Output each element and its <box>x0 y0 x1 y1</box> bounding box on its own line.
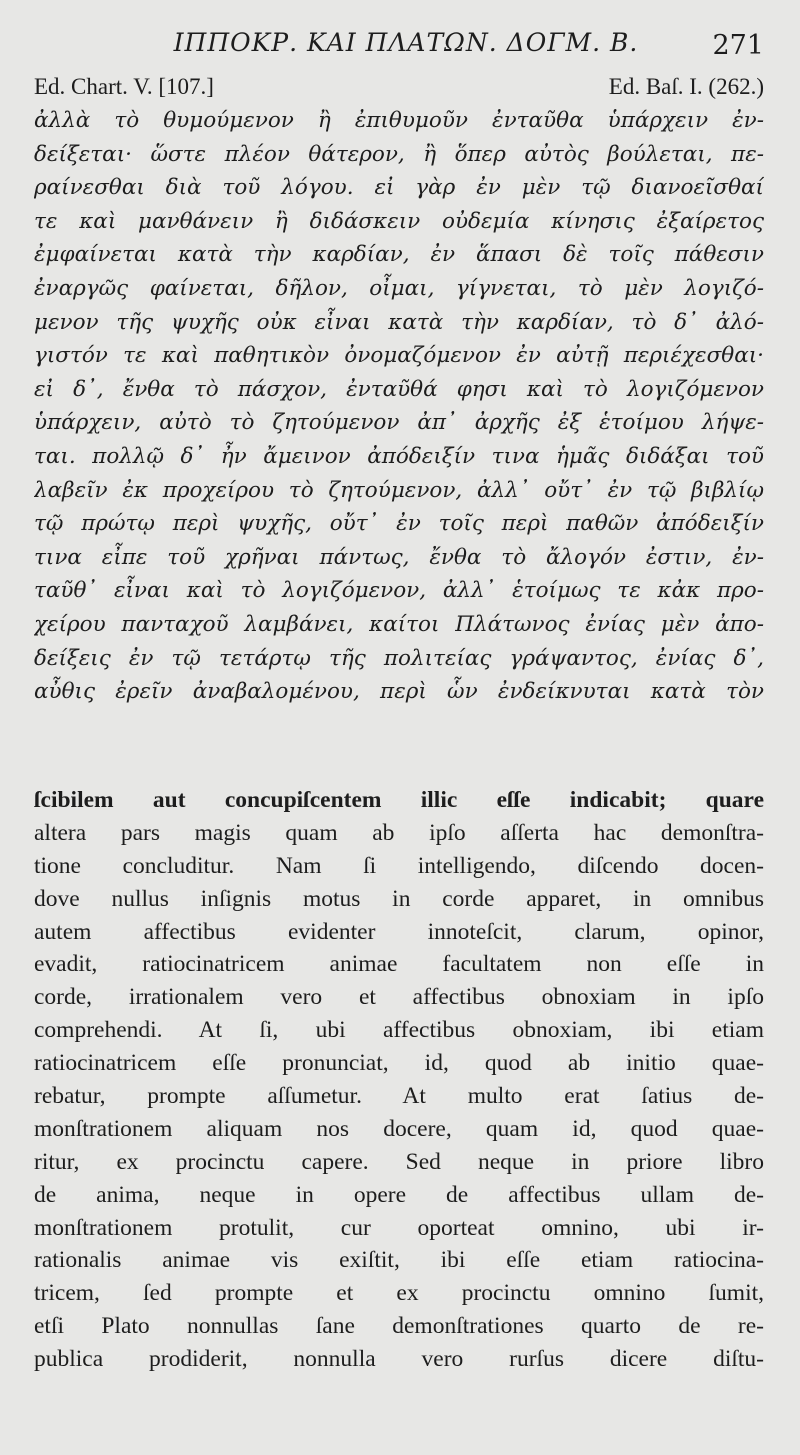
latin-text-line: tricem, ſed prompte et ex procinctu omnino ſumit, <box>34 1280 764 1307</box>
latin-text-line: etſi Plato nonnullas ſane demonſtrationes quarto de re- <box>34 1313 764 1340</box>
greek-text-line: δείξεις ἐν τῷ τετάρτῳ τῆς πολιτείας γράψαντος, ἐνίας δ᾽, <box>34 645 764 671</box>
greek-text-line: τινα εἶπε τοῦ χρῆναι πάντως, ἔνθα τὸ ἄλογόν ἐστιν, ἐν- <box>34 544 764 570</box>
latin-text-line: publica prodiderit, nonnulla vero rurſus dicere diſtu- <box>34 1346 764 1373</box>
greek-text-line: αὖθις ἐρεῖν ἀναβαλομένου, περὶ ὧν ἐνδείκνυται κατὰ τὸν <box>34 679 764 705</box>
greek-text-line: ταῦθ᾽ εἶναι καὶ τὸ λογιζόμενον, ἀλλ᾽ ἑτοίμως τε κἀκ προ- <box>34 578 764 604</box>
greek-text-line: ἐμφαίνεται κατὰ τὴν καρδίαν, ἐν ἅπασι δὲ τοῖς πάθεσιν <box>34 242 764 268</box>
latin-text-line: ratiocinatricem eſſe pronunciat, id, quod ab initio quae- <box>34 1050 764 1077</box>
greek-text-line: ραίνεσθαι διὰ τοῦ λόγου. εἰ γὰρ ἐν μὲν τῷ διανοεῖσθαί <box>34 175 764 201</box>
greek-text-line: γιστόν τε καὶ παθητικὸν ὀνομαζόμενον ἐν αὐτῇ περιέχεσθαι· <box>34 343 764 369</box>
greek-text-line: τε καὶ μανθάνειν ἢ διδάσκειν οὐδεμία κίνησις ἐξαίρετος <box>34 208 764 234</box>
running-head <box>34 28 764 64</box>
greek-text-line: ὑπάρχειν, αὐτὸ τὸ ζητούμενον ἀπ᾽ ἀρχῆς ἐξ ἑτοίμου λήψε- <box>34 410 764 436</box>
latin-text-line: dove nullus inſignis motus in corde apparet, in omnibus <box>34 885 764 912</box>
latin-text-line: evadit, ratiocinatricem animae facultatem non eſſe in <box>34 951 764 978</box>
greek-text-line: δείξεται· ὥστε πλέον θάτερον, ἢ ὅπερ αὐτὸς βούλεται, πε- <box>34 141 764 167</box>
greek-text-line: ἀλλὰ τὸ θυμούμενον ἢ ἐπιθυμοῦν ἐνταῦθα ὑπάρχειν ἐν- <box>34 108 764 133</box>
latin-text-line: de anima, neque in opere de affectibus ullam de- <box>34 1181 764 1208</box>
latin-text-line: comprehendi. At ſi, ubi affectibus obnoxiam, ibi etiam <box>34 1017 764 1044</box>
edition-basel-reference: Ed. Baſ. I. (262.) <box>608 74 764 99</box>
greek-text-line: λαβεῖν ἐκ προχείρου τὸ ζητούμενον, ἀλλ᾽ οὔτ᾽ ἐν τῷ βιβλίῳ <box>34 477 764 503</box>
latin-text-line: rationalis animae vis exiſtit, ibi eſſe etiam ratiocina- <box>34 1247 764 1274</box>
latin-text-line: ſcibilem aut concupiſcentem illic eſſe indicabit; quare <box>34 787 764 813</box>
greek-text-line: μενον τῆς ψυχῆς οὐκ εἶναι κατὰ τὴν καρδίαν, τὸ δ᾽ ἀλό- <box>34 309 764 335</box>
latin-text-line: monſtrationem protulit, cur oporteat omnino, ubi ir- <box>34 1214 764 1241</box>
latin-text-line: monſtrationem aliquam nos docere, quam id, quod quae- <box>34 1115 764 1142</box>
greek-text-line: χείρου πανταχοῦ λαμβάνει, καίτοι Πλάτωνος ἐνίας μὲν ἀπο- <box>34 611 764 637</box>
latin-text-line: altera pars magis quam ab ipſo aſſerta hac demonſtra- <box>34 819 764 846</box>
running-title: ΙΠΠΟΚΡ. ΚΑΙ ΠΛΑΤΩΝ. ΔΟΓΜ. Β. <box>173 28 639 57</box>
greek-text-line: ἐναργῶς φαίνεται, δῆλον, οἶμαι, γίγνεται, τὸ μὲν λογιζό- <box>34 275 764 301</box>
latin-text-line: tione concluditur. Nam ſi intelligendo, diſcendo docen- <box>34 852 764 879</box>
latin-text-line: corde, irrationalem vero et affectibus obnoxiam in ipſo <box>34 984 764 1011</box>
page-number: 271 <box>712 30 764 61</box>
greek-text-line: εἰ δ᾽, ἔνθα τὸ πάσχον, ἐνταῦθά φησι καὶ τὸ λογιζόμενον <box>34 376 764 402</box>
greek-text-block <box>34 104 764 709</box>
latin-text-line: ritur, ex procinctu capere. Sed neque in priore libro <box>34 1148 764 1175</box>
latin-text-line: autem affectibus evidenter innoteſcit, clarum, opinor, <box>34 918 764 945</box>
latin-text-line: rebatur, prompte aſſumetur. At multo erat ſatius de- <box>34 1083 764 1110</box>
greek-text-line: ται. πολλῷ δ᾽ ἦν ἄμεινον ἀπόδειξίν τινα ἡμᾶς διδάξαι τοῦ <box>34 443 764 469</box>
edition-chartier-reference: Ed. Chart. V. [107.] <box>34 74 214 99</box>
latin-text-block <box>34 784 764 1376</box>
greek-text-line: τῷ πρώτῳ περὶ ψυχῆς, οὔτ᾽ ἐν τοῖς περὶ παθῶν ἀπόδειξίν <box>34 511 764 537</box>
